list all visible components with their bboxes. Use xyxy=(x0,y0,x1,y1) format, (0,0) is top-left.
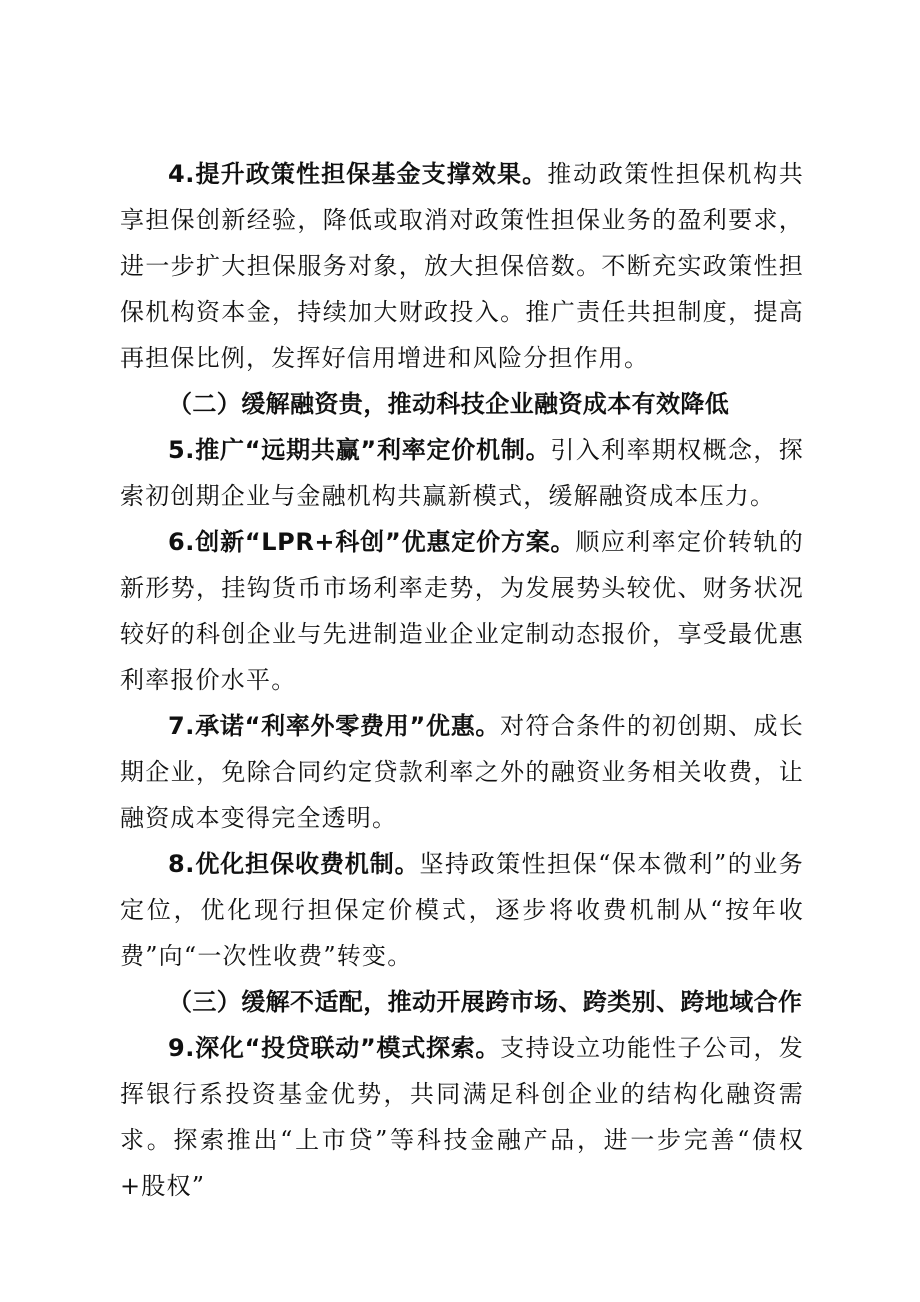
section-heading-2: （二）缓解融资贵，推动科技企业融资成本有效降低 xyxy=(168,390,730,418)
item-6-text: 顺应利率定价转轨的新形势，挂钩货币市场利率走势，为发展势头较优、财务状况较好的科创企业与先进制造业企业定制动态报价，享受最优惠利率报价水平。 xyxy=(120,528,804,694)
item-7-text: 对符合条件的初创期、成长期企业，免除合同约定贷款利率之外的融资业务相关收费，让融资成本变得完全透明。 xyxy=(120,712,804,832)
section-heading-3: （三）缓解不适配，推动开展跨市场、跨类别、跨地域合作 xyxy=(168,988,803,1016)
paragraph-item-7 xyxy=(120,703,804,841)
item-8-text: 坚持政策性担保“保本微利”的业务定位，优化现行担保定价模式，逐步将收费机制从“按年收费”向“一次性收费”转变。 xyxy=(120,850,804,970)
item-4-text: 推动政策性担保机构共享担保创新经验，降低或取消对政策性担保业务的盈利要求，进一步扩大担保服务对象，放大担保倍数。不断充实政策性担保机构资本金，持续加大财政投入。推广责任共担制度，提高再担保比例，发挥好信用增进和风险分担作用。 xyxy=(120,160,804,372)
item-9-text: 支持设立功能性子公司，发挥银行系投资基金优势，共同满足科创企业的结构化融资需求。探索推出“上市贷”等科技金融产品，进一步完善“债权+股权” xyxy=(120,1034,804,1200)
item-7-title: 7.承诺“利率外零费用”优惠。 xyxy=(168,712,501,740)
item-9-title: 9.深化“投贷联动”模式探索。 xyxy=(168,1034,501,1062)
document-body xyxy=(120,151,804,1209)
paragraph-item-4 xyxy=(120,151,804,381)
paragraph-item-6 xyxy=(120,519,804,703)
item-8-title: 8.优化担保收费机制。 xyxy=(168,850,420,878)
paragraph-item-8 xyxy=(120,841,804,979)
item-6-title: 6.创新“LPR+科创”优惠定价方案。 xyxy=(168,528,576,556)
item-4-title: 4.提升政策性担保基金支撑效果。 xyxy=(168,160,548,188)
item-5-title: 5.推广“远期共赢”利率定价机制。 xyxy=(168,436,551,464)
item-5-text: 引入利率期权概念，探索初创期企业与金融机构共赢新模式，缓解融资成本压力。 xyxy=(120,436,805,510)
paragraph-item-5 xyxy=(120,427,804,519)
paragraph-item-9 xyxy=(120,1025,804,1209)
